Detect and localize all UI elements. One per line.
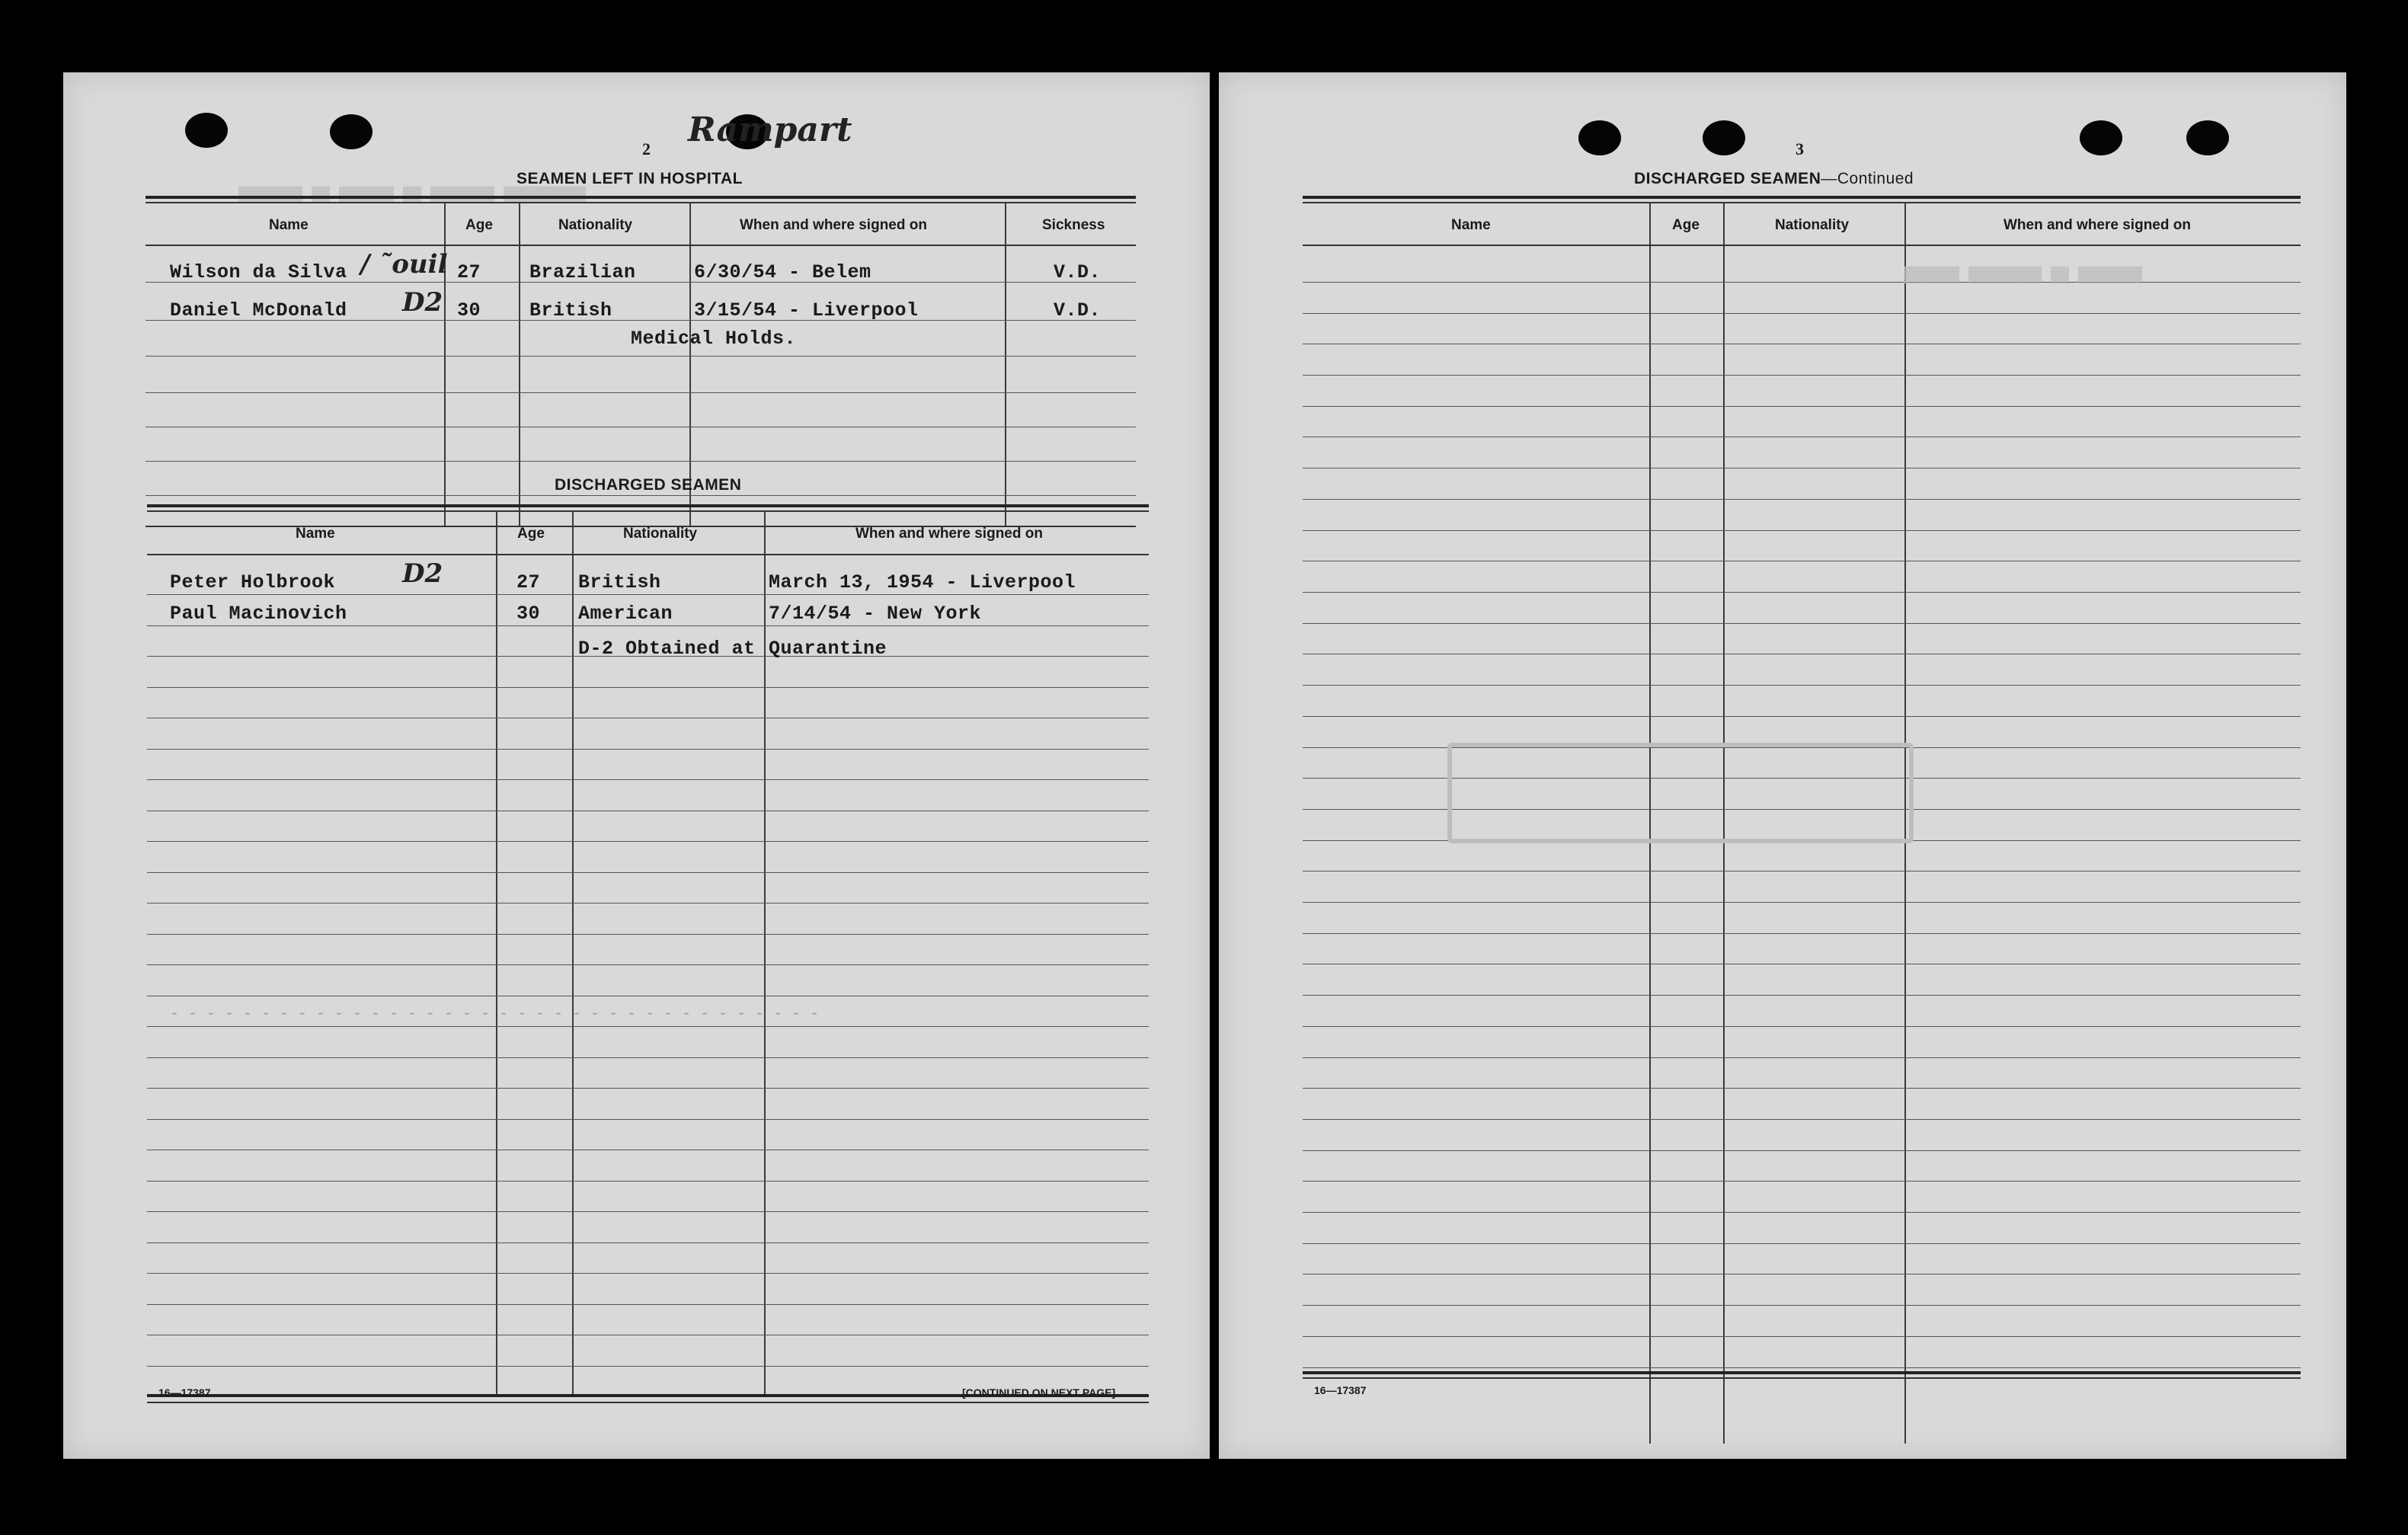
table-rule xyxy=(1303,196,2301,199)
row-rule xyxy=(147,1273,1149,1274)
col-header-age: Age xyxy=(465,217,493,233)
row-rule xyxy=(1303,1150,2301,1151)
handwritten-annotation: D2 xyxy=(402,558,443,589)
right-page xyxy=(1219,72,2346,1459)
row-rule xyxy=(147,1242,1149,1243)
row-rule xyxy=(147,779,1149,780)
left-page xyxy=(63,72,1210,1459)
column-divider xyxy=(519,202,520,526)
handwritten-annotation: / ˜ouil xyxy=(360,249,448,280)
faded-stamp xyxy=(1447,743,1914,843)
col-header-nationality: Nationality xyxy=(1775,217,1850,233)
discharged-row-age: 30 xyxy=(516,603,541,625)
row-rule xyxy=(147,1304,1149,1305)
discharged-section-title: DISCHARGED SEAMEN xyxy=(555,476,742,494)
row-rule xyxy=(1303,1212,2301,1213)
col-header-sickness: Sickness xyxy=(1042,217,1105,233)
punch-hole xyxy=(2186,120,2229,155)
row-rule xyxy=(1303,1088,2301,1089)
punch-hole xyxy=(185,113,228,148)
discharged-row-name: Peter Holbrook xyxy=(170,571,336,593)
col-header-nationality: Nationality xyxy=(558,217,633,233)
hospital-row-age: 27 xyxy=(457,261,481,283)
table-rule xyxy=(1303,202,2301,203)
row-rule xyxy=(147,625,1149,626)
discharged-row-signed-on: March 13, 1954 - Liverpool xyxy=(769,571,1076,593)
section-title-continued: —Continued xyxy=(1821,170,1914,187)
section-title xyxy=(1634,170,1914,188)
row-rule xyxy=(1303,995,2301,996)
row-rule xyxy=(1303,313,2301,314)
table-rule xyxy=(146,245,1136,246)
discharged-note-nationality: D-2 Obtained at xyxy=(578,638,756,660)
row-rule xyxy=(1303,530,2301,531)
bleed-through: ▓▓▓▓▓▓ ▓▓▓▓▓▓▓▓ ▓▓ ▓▓▓▓▓▓▓ xyxy=(1904,267,2143,284)
row-rule xyxy=(147,1181,1149,1182)
row-rule xyxy=(147,934,1149,935)
row-rule xyxy=(1303,1119,2301,1120)
row-rule xyxy=(1303,406,2301,407)
col-header-name: Name xyxy=(296,526,335,542)
row-rule xyxy=(1303,282,2301,283)
row-rule xyxy=(1303,1181,2301,1182)
row-rule xyxy=(1303,1026,2301,1027)
row-rule xyxy=(1303,933,2301,934)
row-rule xyxy=(1303,716,2301,717)
hospital-row-name: Wilson da Silva xyxy=(170,261,347,283)
table-rule xyxy=(1303,1377,2301,1379)
row-rule xyxy=(146,356,1136,357)
table-rule xyxy=(1303,245,2301,246)
hospital-note: Medical Holds. xyxy=(631,328,797,350)
table-rule xyxy=(147,1402,1149,1403)
col-header-nationality: Nationality xyxy=(623,526,698,542)
row-rule xyxy=(147,1026,1149,1027)
handwritten-annotation: D2 xyxy=(402,287,443,318)
row-rule xyxy=(1303,499,2301,500)
row-rule xyxy=(146,495,1136,496)
row-rule xyxy=(147,749,1149,750)
table-rule xyxy=(146,202,1136,203)
table-rule xyxy=(147,504,1149,507)
hospital-row-signed-on: 6/30/54 - Belem xyxy=(694,261,871,283)
hospital-row-age: 30 xyxy=(457,299,481,321)
discharged-row-signed-on: 7/14/54 - New York xyxy=(769,603,982,625)
col-header-signed-on: When and where signed on xyxy=(855,526,1043,542)
table-rule xyxy=(147,554,1149,555)
discharged-row-age: 27 xyxy=(516,571,541,593)
row-rule xyxy=(1303,1336,2301,1337)
row-rule xyxy=(146,461,1136,462)
col-header-name: Name xyxy=(269,217,309,233)
col-header-age: Age xyxy=(1672,217,1700,233)
row-rule xyxy=(1303,902,2301,903)
hospital-row-name: Daniel McDonald xyxy=(170,299,347,321)
row-rule xyxy=(1303,1305,2301,1306)
column-divider xyxy=(764,510,766,1394)
row-rule xyxy=(1303,592,2301,593)
row-rule xyxy=(146,392,1136,393)
col-header-age: Age xyxy=(517,526,545,542)
punch-hole xyxy=(330,114,373,149)
row-rule xyxy=(147,687,1149,688)
column-divider xyxy=(1005,202,1006,526)
discharged-row-nationality: American xyxy=(578,603,673,625)
row-rule xyxy=(147,1366,1149,1367)
col-header-signed-on: When and where signed on xyxy=(2003,217,2191,233)
row-rule xyxy=(1303,1367,2301,1368)
bleed-through: ▓▓▓▓▓▓▓ ▓▓ ▓▓▓▓▓▓ ▓▓ ▓▓▓▓▓▓▓ ▓▓▓▓▓▓▓▓▓ xyxy=(238,187,587,204)
hospital-row-signed-on: 3/15/54 - Liverpool xyxy=(694,299,919,321)
discharged-row-nationality: British xyxy=(578,571,661,593)
row-rule xyxy=(1303,1057,2301,1058)
handwritten-ship-name: Rampart xyxy=(688,110,852,149)
form-number: 16—17387 xyxy=(1314,1384,1367,1396)
row-rule xyxy=(147,1211,1149,1212)
row-rule xyxy=(1303,375,2301,376)
hospital-row-nationality: British xyxy=(529,299,612,321)
continued-note: [CONTINUED ON NEXT PAGE] xyxy=(962,1386,1116,1399)
row-rule xyxy=(147,1088,1149,1089)
punch-hole xyxy=(1578,120,1621,155)
discharged-row-name: Paul Macinovich xyxy=(170,603,347,625)
page-number: 3 xyxy=(1796,139,1804,158)
discharged-note-signed-on: Quarantine xyxy=(769,638,887,660)
hospital-row-nationality: Brazilian xyxy=(529,261,636,283)
column-divider xyxy=(572,510,574,1394)
row-rule xyxy=(1303,623,2301,624)
row-rule xyxy=(1303,685,2301,686)
hospital-row-sickness: V.D. xyxy=(1054,261,1102,283)
table-rule xyxy=(146,196,1136,199)
page-number: 2 xyxy=(642,139,651,158)
table-rule xyxy=(1303,1371,2301,1374)
table-rule xyxy=(147,510,1149,512)
hospital-section-title: SEAMEN LEFT IN HOSPITAL xyxy=(516,170,743,187)
row-rule xyxy=(147,1057,1149,1058)
row-rule xyxy=(147,594,1149,595)
row-rule xyxy=(147,964,1149,965)
punch-hole xyxy=(1703,120,1745,155)
col-header-name: Name xyxy=(1451,217,1491,233)
punch-hole xyxy=(2080,120,2122,155)
col-header-signed-on: When and where signed on xyxy=(740,217,927,233)
form-number: 16—17387 xyxy=(158,1386,211,1399)
row-rule xyxy=(147,1119,1149,1120)
row-rule xyxy=(1303,1243,2301,1244)
hospital-row-sickness: V.D. xyxy=(1054,299,1102,321)
column-divider xyxy=(496,510,497,1394)
dashed-line: - - - - - - - - - - - - - - - - - - - - - - - - - - - - - - - - - - - - xyxy=(170,1006,820,1023)
section-title-bold: DISCHARGED SEAMEN xyxy=(1634,170,1821,187)
row-rule xyxy=(147,841,1149,842)
row-rule xyxy=(147,872,1149,873)
